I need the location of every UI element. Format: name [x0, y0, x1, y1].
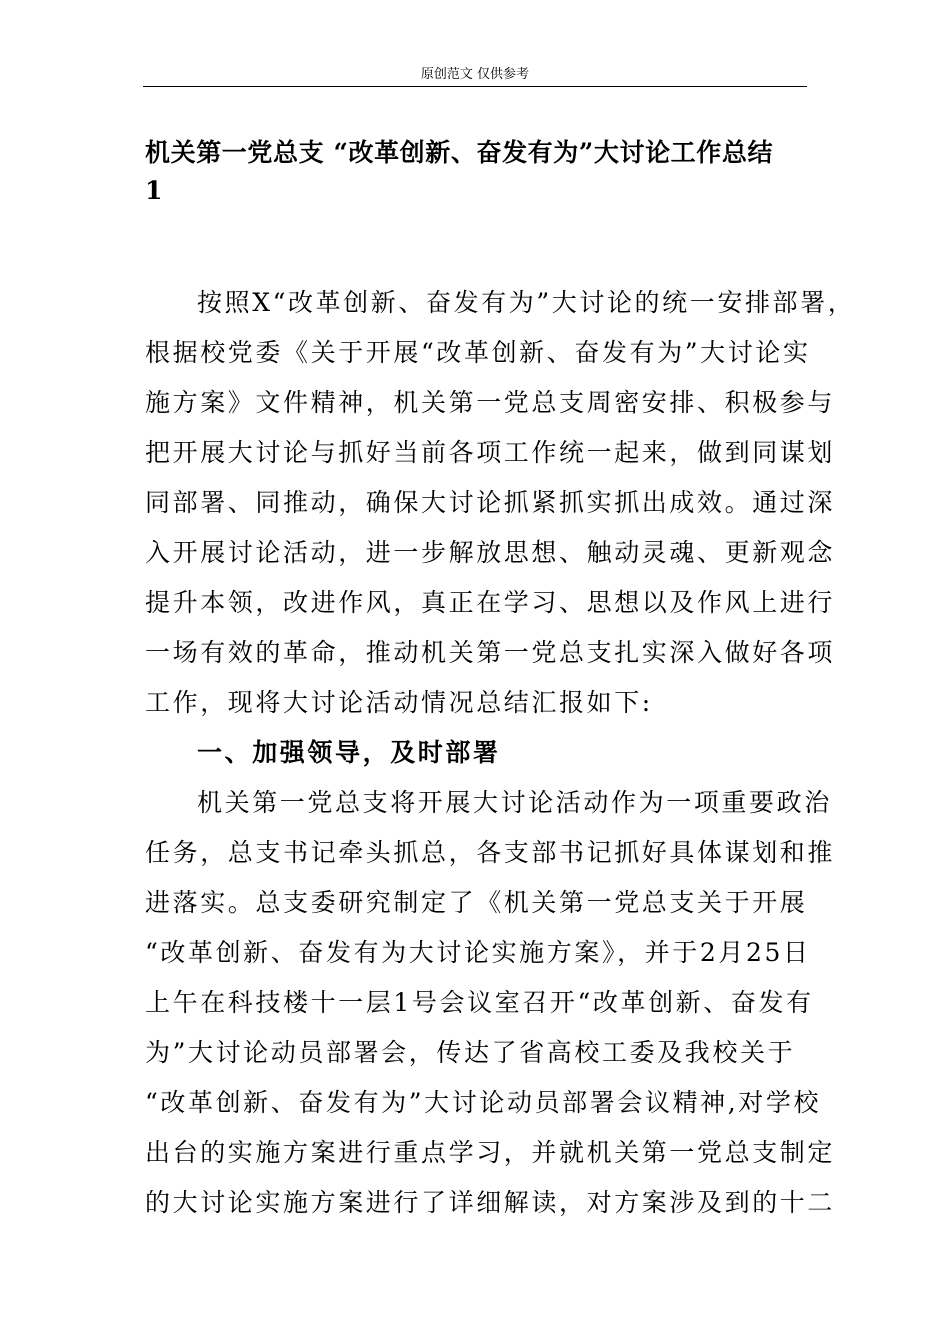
- paragraph-line: 入开展讨论活动，进一步解放思想、触动灵魂、更新观念: [145, 538, 836, 567]
- title-line-2: 1: [145, 176, 163, 205]
- document-body: [145, 286, 856, 1236]
- paragraph-line: 任务，总支书记牵头抓总，各支部书记抓好具体谋划和推: [145, 838, 836, 867]
- paragraph-line: 一场有效的革命，推动机关第一党总支扎实深入做好各项: [145, 638, 836, 667]
- paragraph-line: 机关第一党总支将开展大讨论活动作为一项重要政治: [197, 788, 832, 817]
- paragraph-line: “改革创新、奋发有为”大讨论动员部署会议精神,对学校: [145, 1088, 822, 1117]
- paragraph-line: 上午在科技楼十一层1号会议室召开“改革创新、奋发有: [145, 988, 814, 1017]
- header-divider: [143, 86, 807, 87]
- title-line-1: 机关第一党总支 “改革创新、奋发有为”大讨论工作总结: [145, 138, 774, 167]
- paragraph-line: 工作，现将大讨论活动情况总结汇报如下:: [145, 688, 653, 717]
- paragraph-line: 进落实。总支委研究制定了《机关第一党总支关于开展: [145, 888, 808, 917]
- document-title: [145, 134, 813, 210]
- paragraph-line: 把开展大讨论与抓好当前各项工作统一起来，做到同谋划: [145, 438, 836, 467]
- paragraph-line: 的大讨论实施方案进行了详细解读，对方案涉及到的十二: [145, 1188, 836, 1217]
- paragraph-line: 施方案》文件精神，机关第一党总支周密安排、积极参与: [145, 388, 836, 417]
- paragraph-line: 根据校党委《关于开展“改革创新、奋发有为”大讨论实: [145, 338, 811, 367]
- section-heading: 一、加强领导，及时部署: [197, 738, 501, 767]
- paragraph-line: 出台的实施方案进行重点学习，并就机关第一党总支制定: [145, 1138, 836, 1167]
- paragraph-line: 按照X“改革创新、奋发有为”大讨论的统一安排部署，: [197, 288, 856, 317]
- paragraph-line: “改革创新、奋发有为大讨论实施方案》，并于2月25日: [145, 938, 811, 967]
- paragraph-line: 为”大讨论动员部署会，传达了省高校工委及我校关于: [145, 1038, 796, 1067]
- page-header: 原创范文 仅供参考: [420, 67, 530, 82]
- paragraph-line: 提升本领，改进作风，真正在学习、思想以及作风上进行: [145, 588, 836, 617]
- paragraph-line: 同部署、同推动，确保大讨论抓紧抓实抓出成效。通过深: [145, 488, 836, 517]
